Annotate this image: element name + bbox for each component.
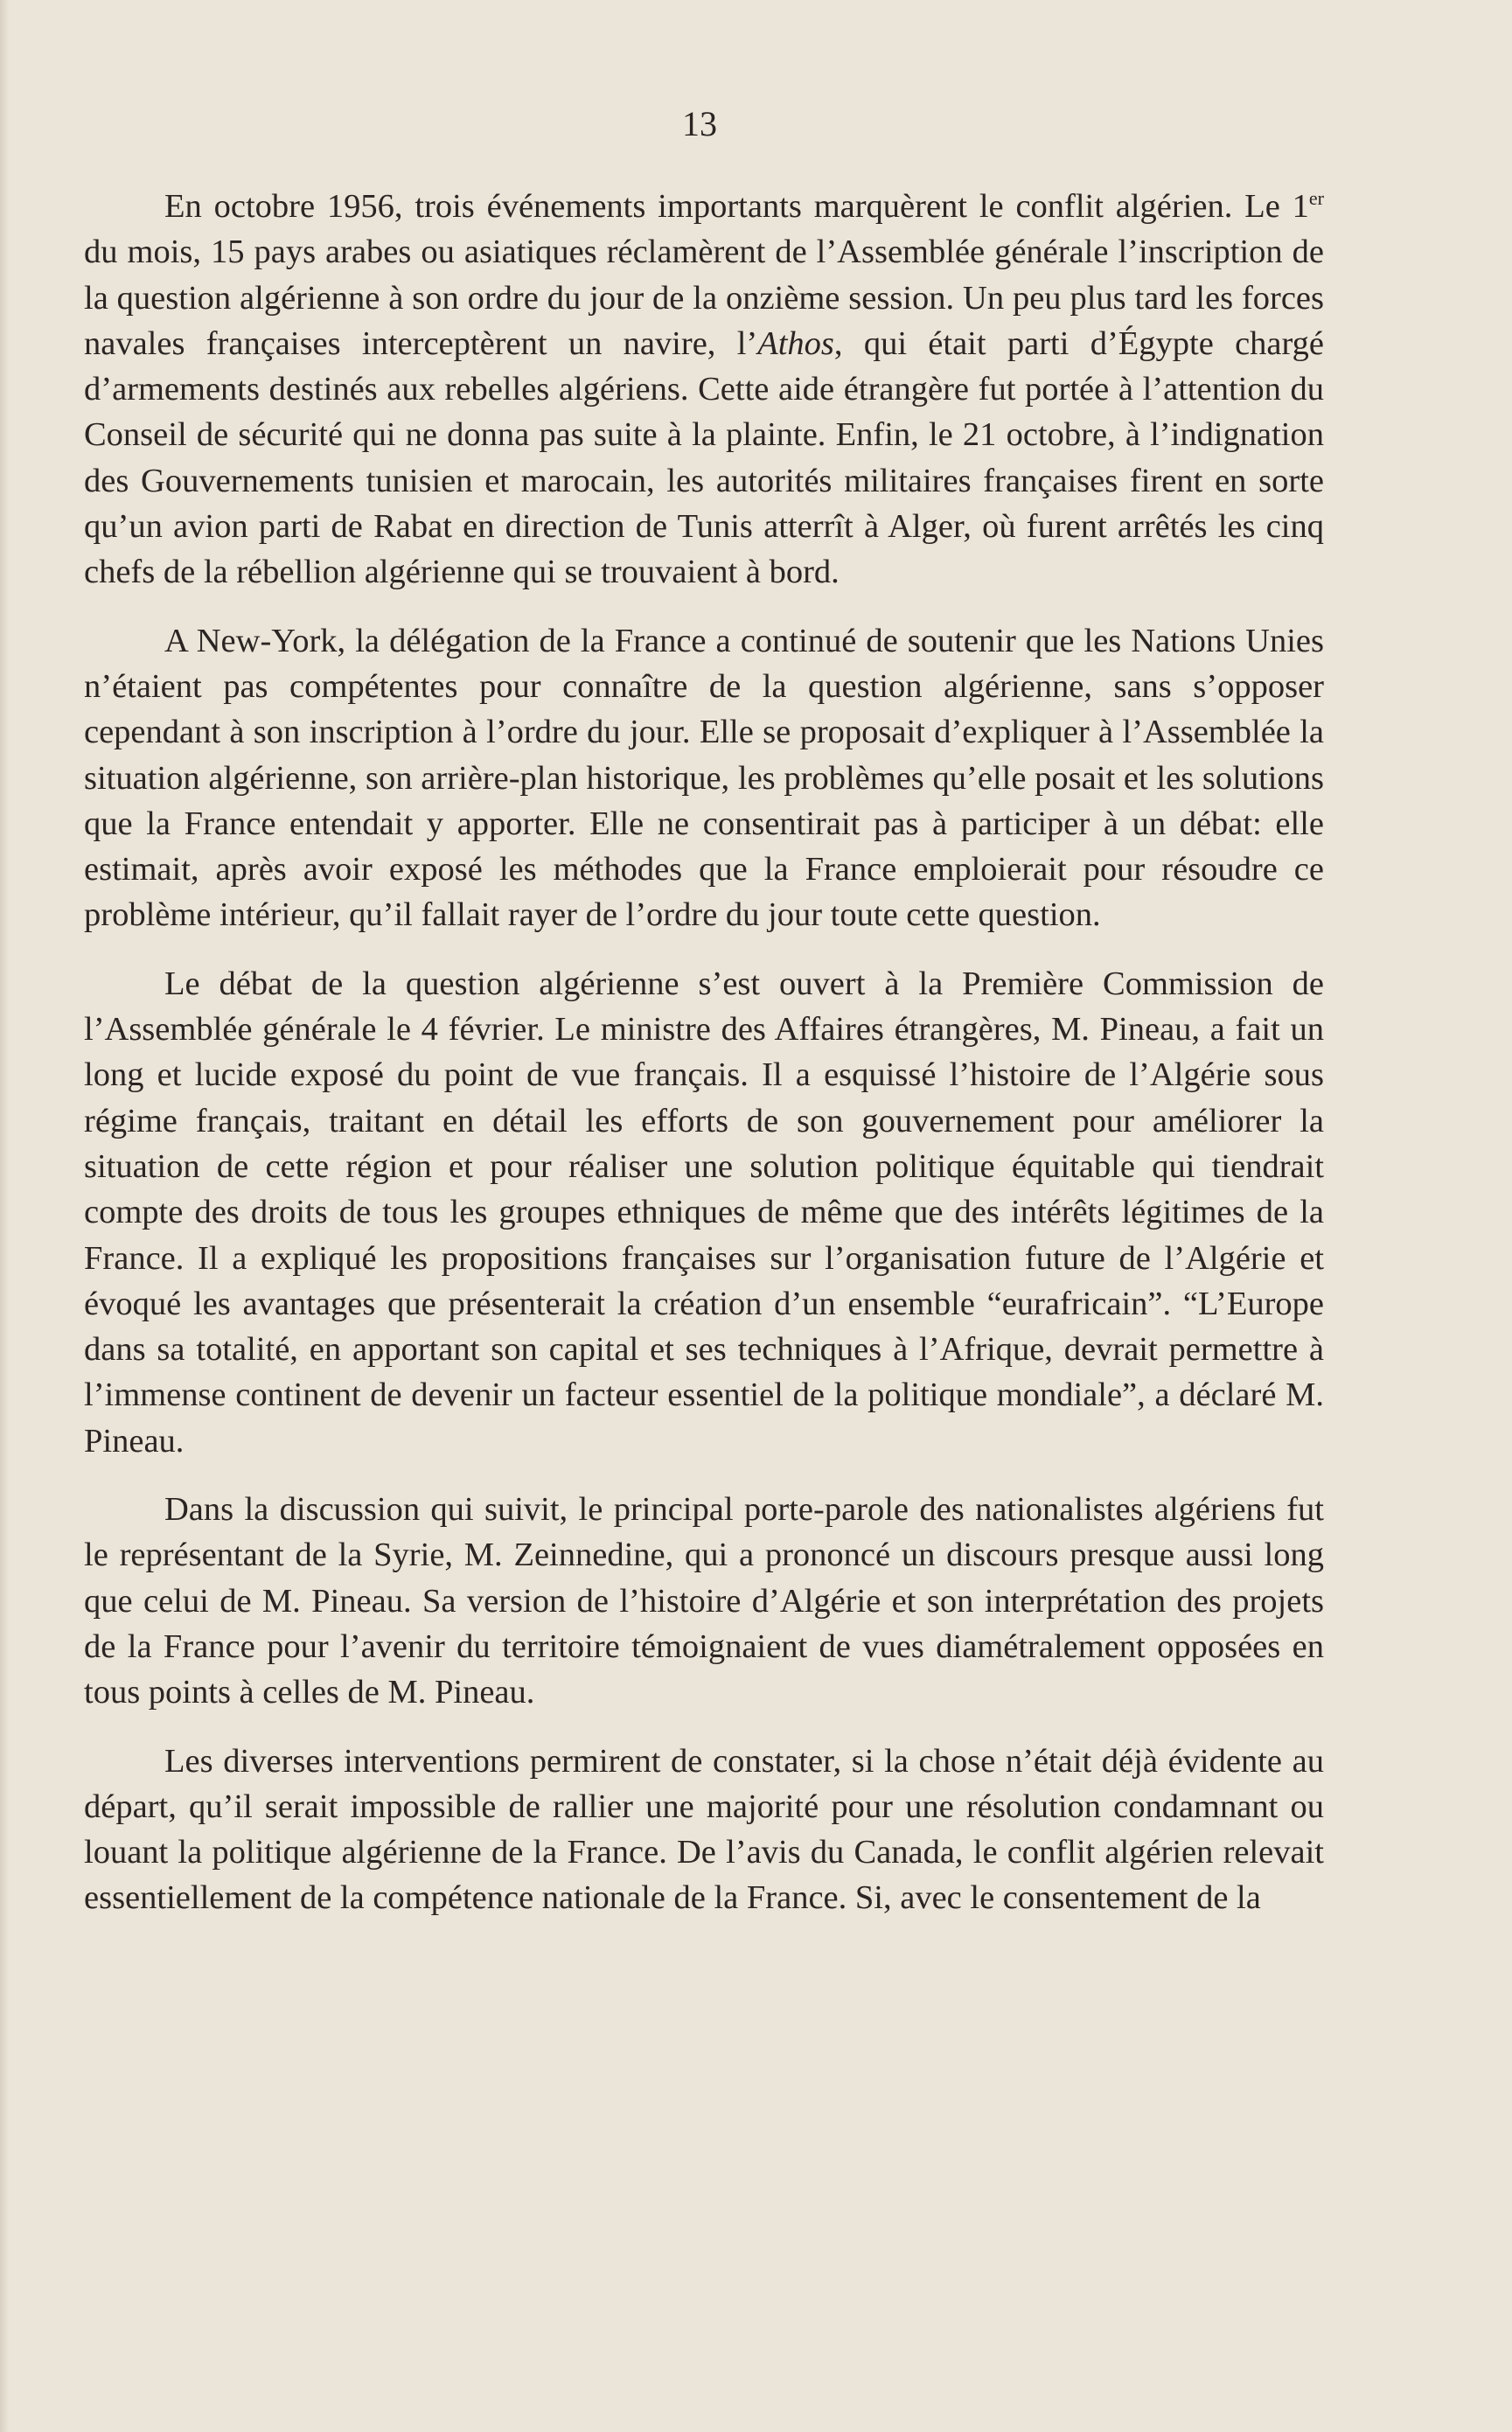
paragraph-1-text-a: En octobre 1956, trois événements importants marquèrent le conflit algérien. Le 1 bbox=[164, 188, 1309, 225]
paragraph-1 bbox=[84, 184, 1324, 596]
page-edge-shadow bbox=[0, 0, 9, 2432]
paragraph-5: Les diverses interventions permirent de constater, si la chose n’était déjà évidente au départ, qu’il serait impossible de rallier une majorité pour une résolution condamnant ou louant la politique algérienne de la France. De l’avis du Canada, le conflit algérien relevait essentiellement de la compétence nationale de la France. Si, avec le consentement de la bbox=[84, 1742, 1324, 1917]
paragraph-4: Dans la discussion qui suivit, le principal porte-parole des nationalistes algériens fut le représentant de la Syrie, M. Zeinnedine, qui a prononcé un discours presque aussi long que celui de M. Pineau. Sa version de l’histoire d’Algérie et son interprétation des projets de la France pour l’avenir du territoire témoignaient de vues diamétralement opposées en tous points à celles de M. Pineau. bbox=[84, 1491, 1324, 1711]
paragraph-1-text-c: , qui était parti d’Égypte chargé d’armements destinés aux rebelles algériens. Cette aide étrangère fut portée à l’attention du Conseil de sécurité qui ne donna pas suite à la plainte. Enfin, le 21 octobre, à l’indignation des Gouvernements tunisien et marocain, les autorités militaires françaises firent en sorte qu’un avion parti de Rabat en direction de Tunis atterrît à Alger, où furent arrêtés les cinq chefs de la rébellion algérienne qui se trouvaient à bord. bbox=[84, 324, 1324, 591]
paragraph-2: A New-York, la délégation de la France a continué de soutenir que les Nations Unies n’étaient pas compétentes pour connaître de la question algérienne, sans s’opposer cependant à son inscription à l’ordre du jour. Elle se proposait d’expliquer à l’Assemblée la situation algérienne, son arrière-plan historique, les problèmes qu’elle posait et les solutions que la France entendait y apporter. Elle ne consentirait pas à participer à un débat: elle estimait, après avoir exposé les méthodes que la France emploierait pour résoudre ce problème intérieur, qu’il fallait rayer de l’ordre du jour toute cette question. bbox=[84, 622, 1324, 934]
page-number: 13 bbox=[682, 104, 717, 143]
paragraph-3: Le débat de la question algérienne s’est ouvert à la Première Commission de l’Assemblée générale le 4 février. Le ministre des Affaires étrangères, M. Pineau, a fait un long et lucide exposé du point de vue français. Il a esquissé l’histoire de l’Algérie sous régime français, traitant en détail les efforts de son gouvernement pour améliorer la situation de cette région et pour réaliser une solution politique équitable qui tiendrait compte des droits de tous les groupes ethniques de même que des intérêts légitimes de la France. Il a expliqué les propositions françaises sur l’organisation future de l’Algérie et évoqué les avantages que présenterait la création d’un ensemble “eurafricain”. “L’Europe dans sa totalité, en apportant son capital et ses techniques à l’Afrique, devrait permettre à l’immense continent de devenir un facteur essentiel de la politique mondiale”, a déclaré M. Pineau. bbox=[84, 965, 1324, 1460]
paragraph-1-text-b: du mois, 15 pays arabes ou asiatiques réclamèrent de l’Assemblée générale l’inscription de la question algérienne à son ordre du jour de la onzième session. Un peu plus tard les forces navales françaises interceptèrent un navire, l’ bbox=[84, 233, 1324, 362]
ordinal-superscript: er bbox=[1308, 187, 1324, 209]
ship-name: Athos bbox=[757, 324, 834, 362]
body-text bbox=[84, 184, 1324, 1921]
